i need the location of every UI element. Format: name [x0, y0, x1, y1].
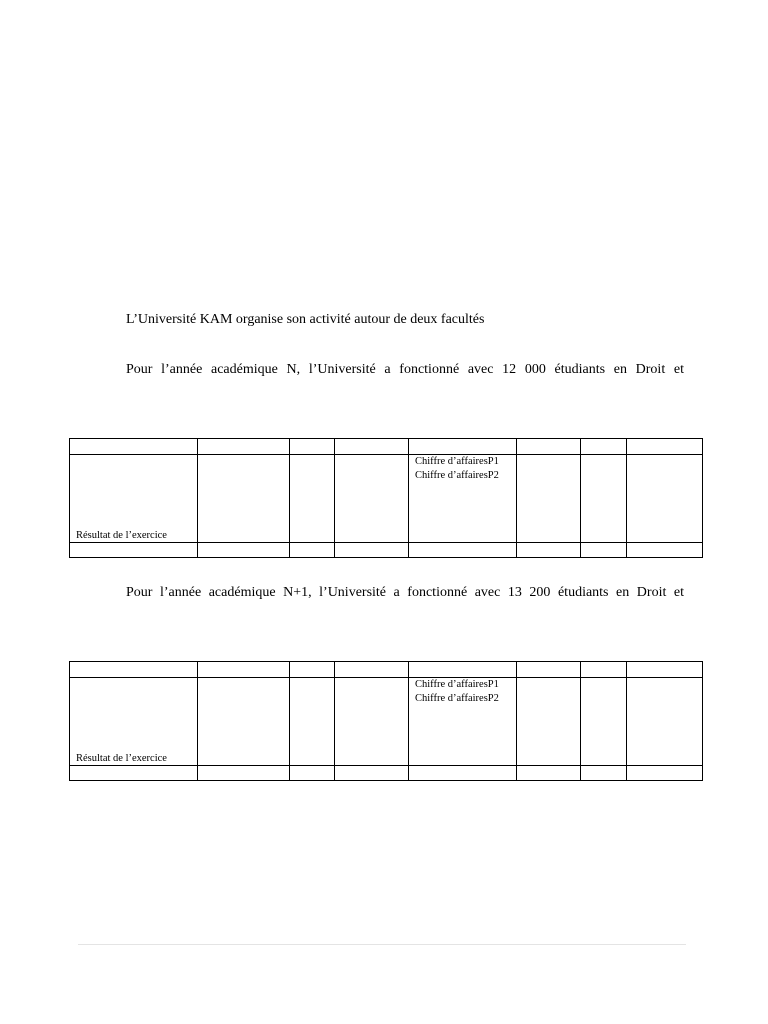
products-label-cell — [409, 455, 517, 543]
result-label: Résultat de l’exercice — [76, 530, 167, 541]
body-row — [70, 455, 703, 543]
body-cell — [581, 455, 627, 543]
header-cell — [627, 662, 703, 678]
income-statement-table-n1 — [69, 661, 703, 781]
intro-paragraph: L’Université KAM organise son activité autour de deux facultés — [126, 312, 485, 327]
header-row — [70, 439, 703, 455]
income-statement-table-n — [69, 438, 703, 558]
body-row — [70, 678, 703, 766]
header-cell — [409, 439, 517, 455]
total-cell — [581, 543, 627, 558]
products-label-cell — [409, 678, 517, 766]
revenue-p2-label: Chiffre d’affairesP2 — [415, 470, 499, 481]
header-cell — [335, 439, 409, 455]
total-cell — [70, 766, 198, 781]
revenue-p2-label: Chiffre d’affairesP2 — [415, 693, 499, 704]
total-cell — [198, 543, 290, 558]
header-cell — [290, 439, 335, 455]
header-cell — [581, 662, 627, 678]
body-cell — [581, 678, 627, 766]
body-cell — [290, 678, 335, 766]
total-cell — [290, 766, 335, 781]
header-cell — [627, 439, 703, 455]
body-cell — [335, 678, 409, 766]
header-cell — [198, 439, 290, 455]
year-n-paragraph: Pour l’année académique N, l’Université a fonctionné avec 12 000 étudiants en Droit et — [126, 362, 684, 377]
body-cell — [517, 678, 581, 766]
header-cell — [70, 662, 198, 678]
revenue-p1-label: Chiffre d’affairesP1 — [415, 679, 499, 690]
total-cell — [517, 543, 581, 558]
total-cell — [627, 543, 703, 558]
total-cell — [335, 766, 409, 781]
year-n1-paragraph: Pour l’année académique N+1, l’Université a fonctionné avec 13 200 étudiants en Droit et — [126, 585, 684, 600]
total-row — [70, 766, 703, 781]
total-cell — [335, 543, 409, 558]
header-cell — [581, 439, 627, 455]
result-label: Résultat de l’exercice — [76, 753, 167, 764]
header-cell — [517, 439, 581, 455]
total-cell — [198, 766, 290, 781]
body-cell — [517, 455, 581, 543]
charges-label-cell — [70, 678, 198, 766]
total-cell — [70, 543, 198, 558]
header-cell — [517, 662, 581, 678]
total-cell — [290, 543, 335, 558]
header-cell — [409, 662, 517, 678]
total-cell — [627, 766, 703, 781]
header-cell — [335, 662, 409, 678]
total-cell — [581, 766, 627, 781]
page-footer-divider — [78, 944, 686, 945]
header-cell — [198, 662, 290, 678]
body-cell — [198, 455, 290, 543]
revenue-p1-label: Chiffre d’affairesP1 — [415, 456, 499, 467]
body-cell — [335, 455, 409, 543]
body-cell — [290, 455, 335, 543]
body-cell — [627, 678, 703, 766]
header-cell — [70, 439, 198, 455]
total-row — [70, 543, 703, 558]
header-row — [70, 662, 703, 678]
body-cell — [627, 455, 703, 543]
total-cell — [409, 766, 517, 781]
total-cell — [409, 543, 517, 558]
header-cell — [290, 662, 335, 678]
total-cell — [517, 766, 581, 781]
charges-label-cell — [70, 455, 198, 543]
body-cell — [198, 678, 290, 766]
